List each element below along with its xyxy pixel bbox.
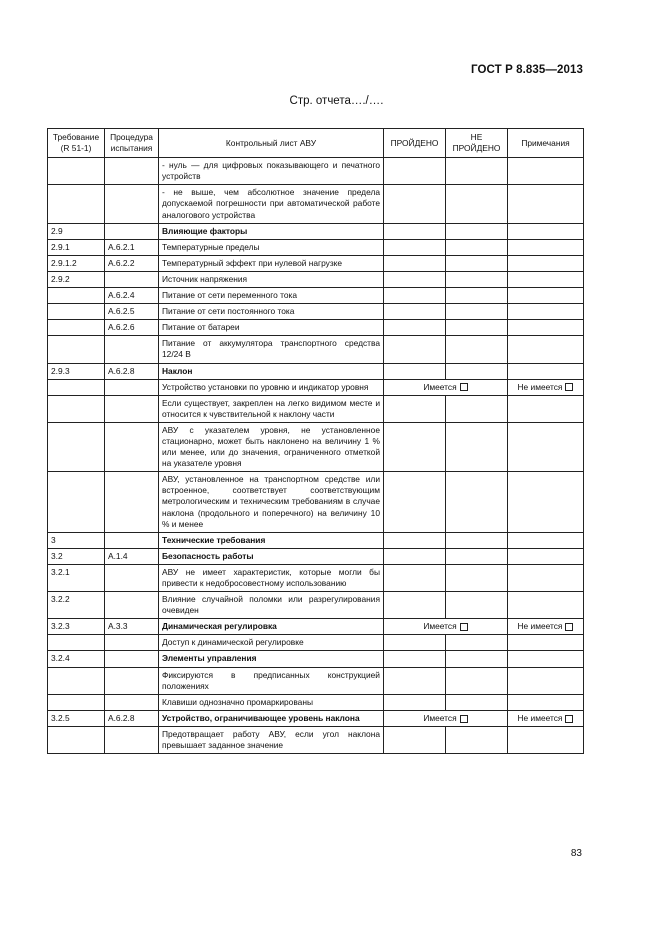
not-available-label: Не имеется bbox=[517, 621, 563, 632]
passed-cell bbox=[384, 158, 446, 185]
available-label: Имеется bbox=[423, 381, 457, 392]
checklist-item-cell: Элементы управления bbox=[159, 651, 384, 667]
procedure-cell bbox=[105, 635, 159, 651]
checklist-item-cell: АВУ не имеет характеристик, которые могли бы привести к недобросовестному использованию bbox=[159, 564, 384, 591]
requirement-cell bbox=[48, 395, 105, 422]
notes-cell bbox=[508, 185, 584, 223]
passed-cell bbox=[384, 185, 446, 223]
notes-cell bbox=[508, 320, 584, 336]
procedure-cell bbox=[105, 694, 159, 710]
passed-cell bbox=[384, 239, 446, 255]
passed-cell bbox=[384, 271, 446, 287]
notes-cell bbox=[508, 422, 584, 471]
not-passed-cell bbox=[446, 185, 508, 223]
procedure-cell bbox=[105, 651, 159, 667]
checklist-item-cell: Влияние случайной поломки или разрегулирования очевиден bbox=[159, 592, 384, 619]
procedure-cell bbox=[105, 379, 159, 395]
procedure-cell bbox=[105, 271, 159, 287]
checklist-item-cell: Если существует, закреплен на легко видимом месте и относится к чувствительной к наклону части bbox=[159, 395, 384, 422]
column-header-procedure: Процедура испытания bbox=[105, 129, 159, 158]
procedure-cell bbox=[105, 564, 159, 591]
table-row bbox=[48, 726, 584, 753]
not-available-label: Не имеется bbox=[517, 712, 563, 723]
requirement-cell bbox=[48, 304, 105, 320]
passed-cell bbox=[384, 635, 446, 651]
checkbox-icon[interactable] bbox=[460, 623, 468, 631]
checklist-item-cell: Питание от сети постоянного тока bbox=[159, 304, 384, 320]
not-passed-cell bbox=[446, 304, 508, 320]
not-passed-cell bbox=[446, 288, 508, 304]
table-row bbox=[48, 395, 584, 422]
passed-cell bbox=[384, 336, 446, 363]
page-number: 83 bbox=[570, 848, 582, 859]
checklist-item-cell: Безопасность работы bbox=[159, 548, 384, 564]
not-passed-cell bbox=[446, 564, 508, 591]
not-passed-cell bbox=[446, 726, 508, 753]
table-row bbox=[48, 667, 584, 694]
passed-cell bbox=[384, 320, 446, 336]
column-header-passed: ПРОЙДЕНО bbox=[384, 129, 446, 158]
checklist-item-cell: Питание от сети переменного тока bbox=[159, 288, 384, 304]
checkbox-icon[interactable] bbox=[460, 383, 468, 391]
passed-cell bbox=[384, 564, 446, 591]
procedure-cell bbox=[105, 726, 159, 753]
column-header-requirement: Требование (R 51-1) bbox=[48, 129, 105, 158]
checkbox-icon[interactable] bbox=[565, 383, 573, 391]
not-available-label: Не имеется bbox=[517, 381, 563, 392]
checklist-item-cell: Температурный эффект при нулевой нагрузке bbox=[159, 255, 384, 271]
requirement-cell: 2.9 bbox=[48, 223, 105, 239]
table-row bbox=[48, 379, 584, 395]
not-passed-cell bbox=[446, 395, 508, 422]
not-passed-cell bbox=[446, 363, 508, 379]
not-available-option-cell bbox=[508, 710, 584, 726]
checklist-item-cell: Устройство установки по уровню и индикатор уровня bbox=[159, 379, 384, 395]
passed-cell bbox=[384, 532, 446, 548]
requirement-cell bbox=[48, 635, 105, 651]
notes-cell bbox=[508, 363, 584, 379]
table-row bbox=[48, 548, 584, 564]
not-available-option-cell bbox=[508, 619, 584, 635]
requirement-cell bbox=[48, 422, 105, 471]
not-passed-cell bbox=[446, 239, 508, 255]
not-passed-cell bbox=[446, 223, 508, 239]
procedure-cell bbox=[105, 395, 159, 422]
available-label: Имеется bbox=[423, 621, 457, 632]
table-row bbox=[48, 363, 584, 379]
not-passed-cell bbox=[446, 592, 508, 619]
not-passed-cell bbox=[446, 667, 508, 694]
table-row bbox=[48, 336, 584, 363]
notes-cell bbox=[508, 592, 584, 619]
notes-cell bbox=[508, 726, 584, 753]
passed-cell bbox=[384, 694, 446, 710]
table-row bbox=[48, 694, 584, 710]
procedure-cell bbox=[105, 336, 159, 363]
passed-cell bbox=[384, 363, 446, 379]
notes-cell bbox=[508, 651, 584, 667]
report-page-reference: Стр. отчета…./…. bbox=[289, 95, 384, 107]
checklist-item-cell: Предотвращает работу АВУ, если угол наклона превышает заданное значение bbox=[159, 726, 384, 753]
notes-cell bbox=[508, 255, 584, 271]
checklist-item-cell: - не выше, чем абсолютное значение предела допускаемой погрешности при автоматической работе аналогового устройства bbox=[159, 185, 384, 223]
requirement-cell bbox=[48, 185, 105, 223]
notes-cell bbox=[508, 635, 584, 651]
table-row bbox=[48, 271, 584, 287]
passed-cell bbox=[384, 592, 446, 619]
passed-cell bbox=[384, 395, 446, 422]
checklist-item-cell: Клавиши однозначно промаркированы bbox=[159, 694, 384, 710]
table-row bbox=[48, 592, 584, 619]
table-row bbox=[48, 223, 584, 239]
checklist-item-cell: Температурные пределы bbox=[159, 239, 384, 255]
notes-cell bbox=[508, 223, 584, 239]
table-row bbox=[48, 422, 584, 471]
checklist-item-cell: Питание от аккумулятора транспортного средства 12/24 В bbox=[159, 336, 384, 363]
checklist-item-cell: Питание от батареи bbox=[159, 320, 384, 336]
checkbox-icon[interactable] bbox=[565, 715, 573, 723]
procedure-cell: А.6.2.8 bbox=[105, 363, 159, 379]
checkbox-icon[interactable] bbox=[565, 623, 573, 631]
checklist-item-cell: Источник напряжения bbox=[159, 271, 384, 287]
not-passed-cell bbox=[446, 472, 508, 532]
requirement-cell: 3.2 bbox=[48, 548, 105, 564]
passed-cell bbox=[384, 472, 446, 532]
available-option-cell bbox=[384, 619, 508, 635]
table-row bbox=[48, 185, 584, 223]
passed-cell bbox=[384, 422, 446, 471]
table-row bbox=[48, 239, 584, 255]
checklist-item-cell: Влияющие факторы bbox=[159, 223, 384, 239]
requirement-cell bbox=[48, 694, 105, 710]
procedure-cell bbox=[105, 185, 159, 223]
requirement-cell bbox=[48, 336, 105, 363]
checklist-item-cell: Технические требования bbox=[159, 532, 384, 548]
not-passed-cell bbox=[446, 694, 508, 710]
requirement-cell bbox=[48, 158, 105, 185]
available-label: Имеется bbox=[423, 712, 457, 723]
not-passed-cell bbox=[446, 320, 508, 336]
notes-cell bbox=[508, 288, 584, 304]
procedure-cell bbox=[105, 223, 159, 239]
passed-cell bbox=[384, 223, 446, 239]
table-row bbox=[48, 710, 584, 726]
table-row bbox=[48, 255, 584, 271]
procedure-cell bbox=[105, 422, 159, 471]
notes-cell bbox=[508, 304, 584, 320]
table-row bbox=[48, 532, 584, 548]
procedure-cell bbox=[105, 667, 159, 694]
requirement-cell: 2.9.1.2 bbox=[48, 255, 105, 271]
requirement-cell bbox=[48, 320, 105, 336]
notes-cell bbox=[508, 395, 584, 422]
procedure-cell: А.6.2.4 bbox=[105, 288, 159, 304]
notes-cell bbox=[508, 158, 584, 185]
procedure-cell: А.6.2.5 bbox=[105, 304, 159, 320]
checkbox-icon[interactable] bbox=[460, 715, 468, 723]
notes-cell bbox=[508, 271, 584, 287]
table-row bbox=[48, 158, 584, 185]
checklist-item-cell: Динамическая регулировка bbox=[159, 619, 384, 635]
table-row bbox=[48, 472, 584, 532]
checklist-item-cell: АВУ, установленное на транспортном средстве или встроенное, соответствует соответствующим метрологическим и техническим требованиям в случае наклона (продольного и поперечного) на величину 10 % и менее bbox=[159, 472, 384, 532]
procedure-cell bbox=[105, 592, 159, 619]
checklist-item-cell: Наклон bbox=[159, 363, 384, 379]
passed-cell bbox=[384, 548, 446, 564]
procedure-cell bbox=[105, 472, 159, 532]
requirement-cell: 3 bbox=[48, 532, 105, 548]
checklist-table bbox=[47, 128, 584, 754]
procedure-cell: А.1.4 bbox=[105, 548, 159, 564]
not-passed-cell bbox=[446, 336, 508, 363]
requirement-cell: 2.9.3 bbox=[48, 363, 105, 379]
notes-cell bbox=[508, 667, 584, 694]
checklist-item-cell: Устройство, ограничивающее уровень наклона bbox=[159, 710, 384, 726]
column-header-notes: Примечания bbox=[508, 129, 584, 158]
requirement-cell: 3.2.1 bbox=[48, 564, 105, 591]
table-row bbox=[48, 564, 584, 591]
requirement-cell: 2.9.1 bbox=[48, 239, 105, 255]
table-body bbox=[48, 158, 584, 754]
not-passed-cell bbox=[446, 255, 508, 271]
notes-cell bbox=[508, 472, 584, 532]
not-passed-cell bbox=[446, 532, 508, 548]
requirement-cell: 3.2.3 bbox=[48, 619, 105, 635]
table-row bbox=[48, 304, 584, 320]
notes-cell bbox=[508, 694, 584, 710]
procedure-cell: А.6.2.6 bbox=[105, 320, 159, 336]
passed-cell bbox=[384, 726, 446, 753]
requirement-cell: 2.9.2 bbox=[48, 271, 105, 287]
checklist-item-cell: Фиксируются в предписанных конструкцией положениях bbox=[159, 667, 384, 694]
not-passed-cell bbox=[446, 635, 508, 651]
notes-cell bbox=[508, 532, 584, 548]
passed-cell bbox=[384, 304, 446, 320]
not-passed-cell bbox=[446, 548, 508, 564]
requirement-cell bbox=[48, 288, 105, 304]
not-passed-cell bbox=[446, 651, 508, 667]
procedure-cell bbox=[105, 532, 159, 548]
procedure-cell: А.3.3 bbox=[105, 619, 159, 635]
available-option-cell bbox=[384, 379, 508, 395]
not-available-option-cell bbox=[508, 379, 584, 395]
column-header-not-passed: НЕ ПРОЙДЕНО bbox=[446, 129, 508, 158]
checklist-item-cell: Доступ к динамической регулировке bbox=[159, 635, 384, 651]
not-passed-cell bbox=[446, 158, 508, 185]
procedure-cell: А.6.2.1 bbox=[105, 239, 159, 255]
requirement-cell bbox=[48, 667, 105, 694]
table-row bbox=[48, 651, 584, 667]
notes-cell bbox=[508, 336, 584, 363]
requirement-cell: 3.2.2 bbox=[48, 592, 105, 619]
checklist-item-cell: АВУ с указателем уровня, не установленное стационарно, может быть наклонено на величину 1 % или менее, или до значения, ограниченного отметкой на указателе уровня bbox=[159, 422, 384, 471]
table-row bbox=[48, 635, 584, 651]
passed-cell bbox=[384, 667, 446, 694]
checklist-item-cell: - нуль — для цифровых показывающего и печатного устройств bbox=[159, 158, 384, 185]
not-passed-cell bbox=[446, 271, 508, 287]
passed-cell bbox=[384, 255, 446, 271]
procedure-cell: А.6.2.2 bbox=[105, 255, 159, 271]
notes-cell bbox=[508, 548, 584, 564]
table-header bbox=[48, 129, 584, 158]
requirement-cell bbox=[48, 379, 105, 395]
document-code: ГОСТ Р 8.835—2013 bbox=[471, 64, 583, 76]
procedure-cell bbox=[105, 158, 159, 185]
not-passed-cell bbox=[446, 422, 508, 471]
available-option-cell bbox=[384, 710, 508, 726]
requirement-cell bbox=[48, 726, 105, 753]
passed-cell bbox=[384, 651, 446, 667]
requirement-cell: 3.2.5 bbox=[48, 710, 105, 726]
passed-cell bbox=[384, 288, 446, 304]
notes-cell bbox=[508, 239, 584, 255]
requirement-cell: 3.2.4 bbox=[48, 651, 105, 667]
table-row bbox=[48, 619, 584, 635]
requirement-cell bbox=[48, 472, 105, 532]
notes-cell bbox=[508, 564, 584, 591]
procedure-cell: А.6.2.8 bbox=[105, 710, 159, 726]
column-header-checklist: Контрольный лист АВУ bbox=[159, 129, 384, 158]
table-row bbox=[48, 288, 584, 304]
table-row bbox=[48, 320, 584, 336]
